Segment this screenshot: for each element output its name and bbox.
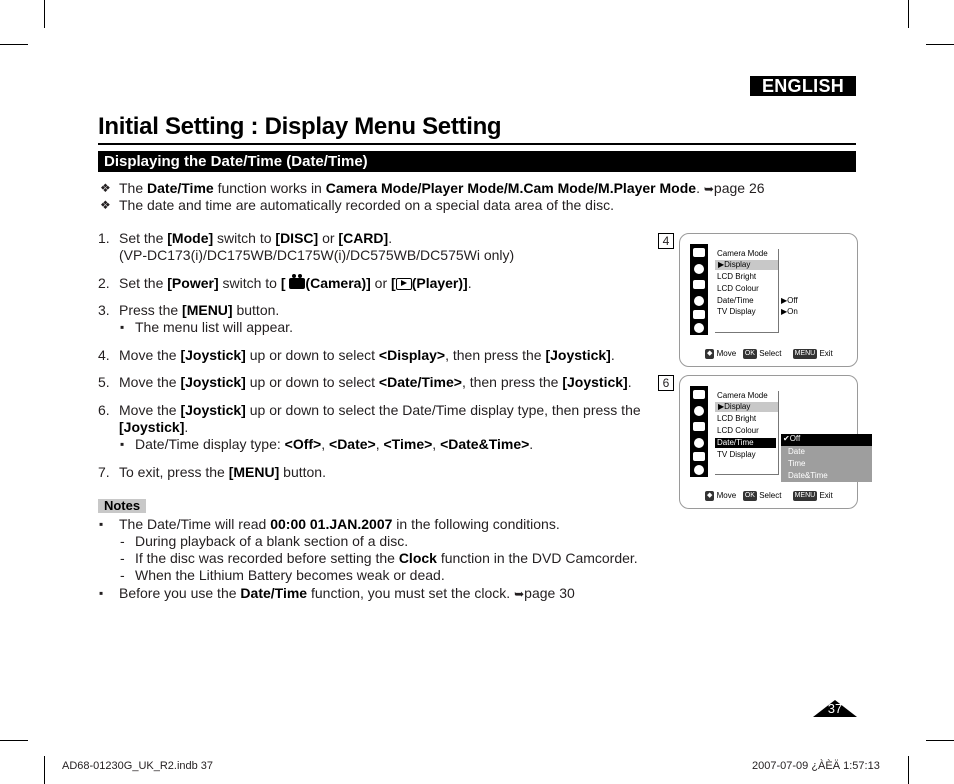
step-number: 1.	[98, 230, 110, 246]
title-rule	[98, 143, 856, 145]
disc-icon	[694, 438, 704, 448]
crop-mark	[908, 756, 909, 784]
menu-item: Date/Time	[717, 296, 754, 305]
square-bullet-icon: ▪	[99, 517, 104, 531]
menu-icon-column	[690, 386, 708, 477]
note-1: The Date/Time will read 00:00 01.JAN.2007 in the following conditions.	[119, 516, 560, 532]
step-6: Move the [Joystick] up or down to select the Date/Time display type, then press the	[119, 402, 641, 418]
page-title: Initial Setting : Display Menu Setting	[98, 113, 502, 140]
menu-list	[715, 249, 779, 333]
crop-mark	[44, 0, 45, 28]
memory-icon	[693, 310, 705, 319]
option-item-selected: ✔Off	[781, 434, 872, 446]
step-number: 5.	[98, 374, 110, 390]
intro-line-2: The date and time are automatically recorded on a special data area of the disc.	[119, 197, 614, 213]
display-icon	[694, 406, 704, 416]
step-number: 7.	[98, 464, 110, 480]
lcd-footer: ◆ Move OK Select MENU Exit	[707, 491, 833, 500]
step-number: 4.	[98, 347, 110, 363]
display-icon	[694, 264, 704, 274]
option-item: Date&Time	[788, 471, 828, 480]
step-6-cont: [Joystick].	[119, 419, 189, 435]
diamond-bullet-icon: ❖	[100, 181, 111, 195]
player-icon	[396, 278, 412, 290]
menu-item: LCD Bright	[717, 272, 757, 281]
menu-item: TV Display	[717, 450, 756, 459]
lcd-menu-screen	[679, 375, 858, 509]
menu-item-selected: Date/Time	[715, 438, 776, 448]
square-bullet-icon: ▪	[120, 437, 125, 451]
camera-mode-icon	[693, 390, 705, 399]
crop-mark	[926, 44, 954, 45]
crop-mark	[44, 756, 45, 784]
note-1-condition: When the Lithium Battery becomes weak or dead.	[135, 567, 445, 583]
memory-icon	[693, 452, 705, 461]
page-ref-arrow-icon: ➥	[703, 182, 714, 196]
note-2: Before you use the Date/Time function, you must set the clock. ➥page 30	[119, 585, 575, 601]
square-bullet-icon: ▪	[120, 320, 125, 334]
menu-item: LCD Bright	[717, 414, 757, 423]
lcd-footer: ◆ Move OK Select MENU Exit	[707, 349, 833, 358]
crop-mark	[926, 740, 954, 741]
step-6-note: Date/Time display type: <Off>, <Date>, <Time>, <Date&Time>.	[135, 436, 534, 452]
lcd-step-number: 6	[658, 375, 674, 391]
diamond-bullet-icon: ❖	[100, 198, 111, 212]
page-number: 37	[827, 701, 843, 716]
menu-item: ▶Display	[715, 402, 778, 412]
menu-list	[715, 391, 779, 475]
dash: -	[120, 550, 125, 566]
menu-value: ▶Off	[781, 296, 798, 305]
option-item: Time	[788, 459, 806, 468]
crop-mark	[0, 44, 28, 45]
dash: -	[120, 533, 125, 549]
lcd-step-number: 4	[658, 233, 674, 249]
menu-item: ▶Display	[715, 260, 778, 270]
settings-icon	[694, 323, 704, 333]
joystick-icon: ◆	[707, 350, 713, 357]
step-1-models: (VP-DC173(i)/DC175WB/DC175W(i)/DC575WB/DC575Wi only)	[119, 247, 515, 263]
step-3-note: The menu list will appear.	[135, 319, 293, 335]
page-ref-arrow-icon: ➥	[514, 587, 525, 601]
intro-line-1: The Date/Time function works in Camera Mode/Player Mode/M.Cam Mode/M.Player Mode. ➥page 26	[119, 180, 765, 196]
camera-icon	[289, 278, 305, 289]
option-list	[781, 434, 872, 482]
crop-mark	[908, 0, 909, 28]
step-7: To exit, press the [MENU] button.	[119, 464, 326, 480]
settings-icon	[694, 465, 704, 475]
step-1: Set the [Mode] switch to [DISC] or [CARD].	[119, 230, 393, 246]
disc-icon	[694, 296, 704, 306]
step-4: Move the [Joystick] up or down to select <Display>, then press the [Joystick].	[119, 347, 615, 363]
step-number: 2.	[98, 275, 110, 291]
menu-item: Camera Mode	[717, 391, 768, 400]
menu-item: TV Display	[717, 307, 756, 316]
section-title: Displaying the Date/Time (Date/Time)	[98, 151, 856, 172]
step-number: 3.	[98, 302, 110, 318]
step-3: Press the [MENU] button.	[119, 302, 280, 318]
language-badge: ENGLISH	[750, 76, 856, 96]
square-bullet-icon: ▪	[99, 586, 104, 600]
menu-item: LCD Colour	[717, 284, 759, 293]
record-icon	[693, 280, 705, 289]
print-footer-left: AD68-01230G_UK_R2.indb 37	[62, 760, 214, 772]
menu-item: LCD Colour	[717, 426, 759, 435]
joystick-icon: ◆	[707, 492, 713, 499]
print-footer-right: 2007-07-09 ¿ÀÈÄ 1:57:13	[752, 760, 880, 772]
crop-mark	[0, 740, 28, 741]
option-item: Date	[788, 447, 805, 456]
menu-value: ▶On	[781, 307, 798, 316]
camera-mode-icon	[693, 248, 705, 257]
step-2: Set the [Power] switch to [ (Camera)] or [ (Player)].	[119, 275, 472, 291]
note-1-condition: If the disc was recorded before setting the Clock function in the DVD Camcorder.	[135, 550, 638, 566]
note-1-condition: During playback of a blank section of a disc.	[135, 533, 409, 549]
notes-label: Notes	[98, 499, 146, 513]
step-number: 6.	[98, 402, 110, 418]
menu-icon-column	[690, 244, 708, 335]
record-icon	[693, 422, 705, 431]
step-5: Move the [Joystick] up or down to select <Date/Time>, then press the [Joystick].	[119, 374, 632, 390]
dash: -	[120, 567, 125, 583]
lcd-menu-screen	[679, 233, 858, 367]
menu-item: Camera Mode	[717, 249, 768, 258]
